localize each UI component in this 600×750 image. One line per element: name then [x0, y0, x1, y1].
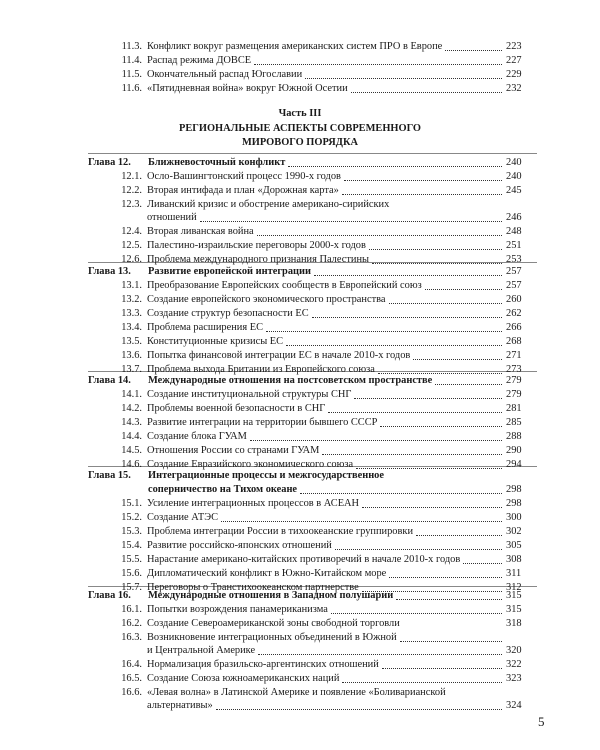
toc-entry-title: Попытка финансовой интеграции ЕС в начале 2010-х годов: [147, 350, 411, 361]
toc-entry-page: 266: [506, 322, 522, 333]
toc-entry-number: 13.4.: [121, 322, 142, 333]
toc-section-row: [0, 525, 600, 539]
toc-section-row: [0, 184, 600, 198]
toc-entry-number: 15.4.: [121, 540, 142, 551]
part-label: Часть III: [278, 108, 322, 119]
toc-entry-number: 11.5.: [121, 69, 142, 80]
toc-entry-page: 318: [506, 618, 522, 629]
toc-entry-title: Создание блока ГУАМ: [147, 431, 247, 442]
dot-leader: [342, 194, 502, 195]
toc-entry-title: Усиление интеграционных процессов в АСЕАН: [147, 498, 360, 509]
toc-entry-number: 12.2.: [121, 185, 142, 196]
toc-entry-page: 257: [506, 266, 522, 277]
toc-section-row: [0, 293, 600, 307]
toc-entry-page: 315: [506, 590, 522, 601]
dot-leader: [200, 221, 502, 222]
toc-entry-page: 257: [506, 280, 522, 291]
dot-leader: [254, 64, 502, 65]
toc-entry-title: альтернативы»: [147, 700, 213, 711]
toc-entry-page: 227: [506, 55, 522, 66]
dot-leader: [221, 521, 502, 522]
toc-entry-page: 253: [506, 254, 522, 265]
toc-entry-page: 322: [506, 659, 522, 670]
toc-section-row: [0, 321, 600, 335]
toc-entry-title: Создание структур безопасности ЕС: [147, 308, 309, 319]
toc-entry-page: 288: [506, 431, 522, 442]
toc-section-row: [0, 603, 600, 617]
toc-section-row: [0, 511, 600, 525]
toc-entry-page: 323: [506, 673, 522, 684]
toc-section-row: [0, 335, 600, 349]
toc-entry-page: 294: [506, 459, 522, 470]
toc-entry-title: Создание Евразийского экономического союза: [147, 459, 354, 470]
toc-section-row: [0, 349, 600, 363]
toc-entry-number: 16.6.: [121, 687, 142, 698]
toc-entry-title: и Центральной Америке: [147, 645, 256, 656]
toc-entry-number: 14.1.: [121, 389, 142, 400]
toc-chapter-row: [0, 156, 600, 170]
toc-entry-title: Ближневосточный конфликт: [148, 157, 286, 168]
toc-entry-number: Глава 15.: [88, 470, 131, 481]
toc-section-row: [0, 82, 600, 96]
toc-entry-page: 285: [506, 417, 522, 428]
toc-entry-number: 16.3.: [121, 632, 142, 643]
toc-entry-title: Конституционные кризисы ЕС: [147, 336, 284, 347]
toc-entry-number: 11.4.: [121, 55, 142, 66]
toc-section-row: [0, 54, 600, 68]
dot-leader: [300, 493, 502, 494]
dot-leader: [351, 92, 502, 93]
toc-entry-page: 245: [506, 185, 522, 196]
toc-entry-number: 13.5.: [121, 336, 142, 347]
toc-entry-title: Вторая ливанская война: [147, 226, 254, 237]
toc-entry-page: 308: [506, 554, 522, 565]
toc-entry-title: Палестино-израильские переговоры 2000-х годов: [147, 240, 366, 251]
toc-entry-title: «Левая волна» в Латинской Америке и появление «Боливарианской: [147, 687, 446, 698]
dot-leader: [382, 668, 502, 669]
toc-entry-title: Создание Североамериканской зоны свободной торговли: [147, 618, 400, 629]
toc-chapter-row: [0, 589, 600, 603]
toc-entry-title: Окончательный распад Югославии: [147, 69, 303, 80]
toc-entry-page: 315: [506, 604, 522, 615]
toc-entry-page: 311: [506, 568, 522, 579]
toc-section-row: [0, 672, 600, 686]
toc-section-row: [0, 40, 600, 54]
dot-leader: [362, 507, 502, 508]
toc-section-row: [0, 631, 600, 645]
toc-section-row: [0, 170, 600, 184]
toc-chapter-row: [0, 265, 600, 279]
toc-section-row: [0, 497, 600, 511]
dot-leader: [354, 398, 502, 399]
chapter-separator: [88, 153, 537, 154]
dot-leader: [258, 654, 502, 655]
toc-entry-page: 240: [506, 171, 522, 182]
toc-entry-title: Дипломатический конфликт в Южно-Китайском море: [147, 568, 387, 579]
toc-entry-title: Отношения России со странами ГУАМ: [147, 445, 320, 456]
dot-leader: [322, 454, 502, 455]
toc-section-row: [0, 239, 600, 253]
toc-entry-title: Интеграционные процессы и межгосударственное: [148, 470, 384, 481]
toc-entry-title: Конфликт вокруг размещения американских систем ПРО в Европе: [147, 41, 443, 52]
toc-entry-title: Нарастание американо-китайских противоречий в начале 2010-х годов: [147, 554, 461, 565]
toc-section-row: [0, 279, 600, 293]
toc-section-row: [0, 699, 600, 713]
toc-entry-page: 240: [506, 157, 522, 168]
toc-entry-number: 12.3.: [121, 199, 142, 210]
dot-leader: [400, 641, 502, 642]
toc-entry-page: 271: [506, 350, 522, 361]
toc-section-row: [0, 388, 600, 402]
dot-leader: [425, 289, 502, 290]
toc-entry-title: Вторая интифада и план «Дорожная карта»: [147, 185, 339, 196]
toc-entry-title: Проблема интеграции России в тихоокеанские группировки: [147, 526, 414, 537]
toc-entry-title: Развитие европейской интеграции: [148, 266, 311, 277]
toc-entry-number: 15.7.: [121, 582, 142, 593]
toc-entry-number: Глава 16.: [88, 590, 131, 601]
toc-entry-page: 260: [506, 294, 522, 305]
dot-leader: [288, 166, 502, 167]
toc-entry-title: соперничество на Тихом океане: [148, 484, 298, 495]
toc-section-row: [0, 307, 600, 321]
toc-entry-number: 11.6.: [121, 83, 142, 94]
toc-entry-page: 290: [506, 445, 522, 456]
toc-entry-title: Проблема международного признания Палестины: [147, 254, 369, 265]
toc-entry-number: 13.6.: [121, 350, 142, 361]
toc-entry-number: Глава 13.: [88, 266, 131, 277]
toc-section-row: [0, 402, 600, 416]
toc-entry-title: отношений: [147, 212, 197, 223]
toc-entry-title: Проблема выхода Британии из Европейского союза: [147, 364, 375, 375]
toc-entry-number: 12.4.: [121, 226, 142, 237]
toc-entry-title: Международные отношения на постсоветском пространстве: [148, 375, 433, 386]
toc-entry-number: 12.5.: [121, 240, 142, 251]
toc-entry-page: 262: [506, 308, 522, 319]
part-title-line-2: МИРОВОГО ПОРЯДКА: [242, 137, 358, 148]
toc-section-row: [0, 430, 600, 444]
dot-leader: [372, 263, 502, 264]
toc-entry-page: 305: [506, 540, 522, 551]
toc-entry-title: Ливанский кризис и обострение американо-сирийских: [147, 199, 390, 210]
toc-entry-page: 248: [506, 226, 522, 237]
toc-chapter-row: [0, 469, 600, 483]
toc-entry-title: Международные отношения в Западном полушарии: [148, 590, 394, 601]
dot-leader: [396, 599, 502, 600]
dot-leader: [445, 50, 502, 51]
toc-entry-number: 15.2.: [121, 512, 142, 523]
page-number: 5: [538, 714, 545, 729]
toc-entry-title: Проблема расширения ЕС: [147, 322, 263, 333]
toc-entry-title: Осло-Вашингтонский процесс 1990-х годов: [147, 171, 341, 182]
toc-entry-number: 13.3.: [121, 308, 142, 319]
dot-leader: [344, 180, 502, 181]
toc-entry-number: 15.1.: [121, 498, 142, 509]
toc-entry-page: 324: [506, 700, 522, 711]
toc-section-row: [0, 539, 600, 553]
dot-leader: [435, 384, 502, 385]
toc-entry-page: 232: [506, 83, 522, 94]
dot-leader: [416, 535, 502, 536]
toc-entry-number: 16.5.: [121, 673, 142, 684]
toc-section-row: [0, 416, 600, 430]
toc-entry-page: 298: [506, 484, 522, 495]
toc-entry-title: Создание АТЭС: [147, 512, 218, 523]
dot-leader: [216, 709, 502, 710]
toc-chapter-row: [0, 483, 600, 497]
toc-section-row: [0, 658, 600, 672]
dot-leader: [314, 275, 502, 276]
toc-entry-number: 13.2.: [121, 294, 142, 305]
toc-entry-page: 268: [506, 336, 522, 347]
toc-entry-number: Глава 12.: [88, 157, 131, 168]
toc-entry-page: 246: [506, 212, 522, 223]
toc-entry-page: 229: [506, 69, 522, 80]
toc-section-row: [0, 686, 600, 700]
toc-entry-title: Развитие интеграции на территории бывшего СССР: [147, 417, 378, 428]
toc-entry-title: Преобразование Европейских сообществ в Европейский союз: [147, 280, 422, 291]
toc-section-row: [0, 68, 600, 82]
toc-section-row: [0, 644, 600, 658]
dot-leader: [335, 549, 502, 550]
toc-entry-title: «Пятидневная война» вокруг Южной Осетии: [147, 83, 348, 94]
toc-entry-title: Создание европейского экономического пространства: [147, 294, 386, 305]
toc-entry-number: 14.6.: [121, 459, 142, 470]
toc-entry-number: 15.3.: [121, 526, 142, 537]
toc-entry-number: 13.7.: [121, 364, 142, 375]
dot-leader: [257, 235, 502, 236]
toc-section-row: [0, 225, 600, 239]
dot-leader: [312, 317, 502, 318]
toc-entry-page: 251: [506, 240, 522, 251]
toc-entry-title: Возникновение интеграционных объединений в Южной: [147, 632, 397, 643]
toc-entry-number: 14.2.: [121, 403, 142, 414]
toc-chapter-row: [0, 374, 600, 388]
toc-entry-title: Создание институциональной структуры СНГ: [147, 389, 352, 400]
toc-entry-page: 279: [506, 375, 522, 386]
toc-entry-number: 13.1.: [121, 280, 142, 291]
toc-entry-title: Нормализация бразильско-аргентинских отношений: [147, 659, 379, 670]
toc-entry-number: 14.4.: [121, 431, 142, 442]
toc-entry-number: 12.1.: [121, 171, 142, 182]
dot-leader: [266, 331, 502, 332]
dot-leader: [305, 78, 502, 79]
dot-leader: [342, 682, 502, 683]
toc-entry-title: Попытки возрождения панамериканизма: [147, 604, 328, 615]
part-title-line-1: РЕГИОНАЛЬНЫЕ АСПЕКТЫ СОВРЕМЕННОГО: [178, 123, 422, 134]
dot-leader: [389, 577, 502, 578]
toc-entry-title: Развитие российско-японских отношений: [147, 540, 332, 551]
toc-entry-number: Глава 14.: [88, 375, 131, 386]
toc-entry-page: 298: [506, 498, 522, 509]
toc-entry-number: 16.4.: [121, 659, 142, 670]
toc-entry-number: 16.2.: [121, 618, 142, 629]
toc-entry-number: 14.3.: [121, 417, 142, 428]
toc-section-row: [0, 553, 600, 567]
toc-entry-page: 223: [506, 41, 522, 52]
dot-leader: [331, 613, 502, 614]
dot-leader: [369, 249, 502, 250]
toc-section-row: [0, 617, 600, 631]
toc-entry-title: Переговоры о Транстихоокеанском партнерстве: [147, 582, 359, 593]
toc-entry-page: 281: [506, 403, 522, 414]
toc-entry-page: 273: [506, 364, 522, 375]
toc-section-row: [0, 211, 600, 225]
toc-entry-page: 300: [506, 512, 522, 523]
toc-entry-number: 16.1.: [121, 604, 142, 615]
toc-entry-page: 279: [506, 389, 522, 400]
toc-entry-title: Проблемы военной безопасности в СНГ: [147, 403, 326, 414]
dot-leader: [328, 412, 502, 413]
dot-leader: [389, 303, 502, 304]
dot-leader: [413, 359, 502, 360]
toc-entry-number: 15.5.: [121, 554, 142, 565]
toc-section-row: [0, 444, 600, 458]
toc-entry-number: 12.6.: [121, 254, 142, 265]
toc-section-row: [0, 567, 600, 581]
toc-entry-page: 302: [506, 526, 522, 537]
dot-leader: [463, 563, 502, 564]
toc-entry-page: 312: [506, 582, 522, 593]
toc-entry-title: Распад режима ДОВСЕ: [147, 55, 252, 66]
dot-leader: [380, 426, 502, 427]
dot-leader: [250, 440, 502, 441]
toc-entry-number: 15.6.: [121, 568, 142, 579]
toc-entry-title: Создание Союза южноамериканских наций: [147, 673, 340, 684]
toc-section-row: [0, 198, 600, 212]
toc-entry-number: 14.5.: [121, 445, 142, 456]
dot-leader: [286, 345, 502, 346]
toc-entry-page: 320: [506, 645, 522, 656]
toc-entry-number: 11.3.: [121, 41, 142, 52]
